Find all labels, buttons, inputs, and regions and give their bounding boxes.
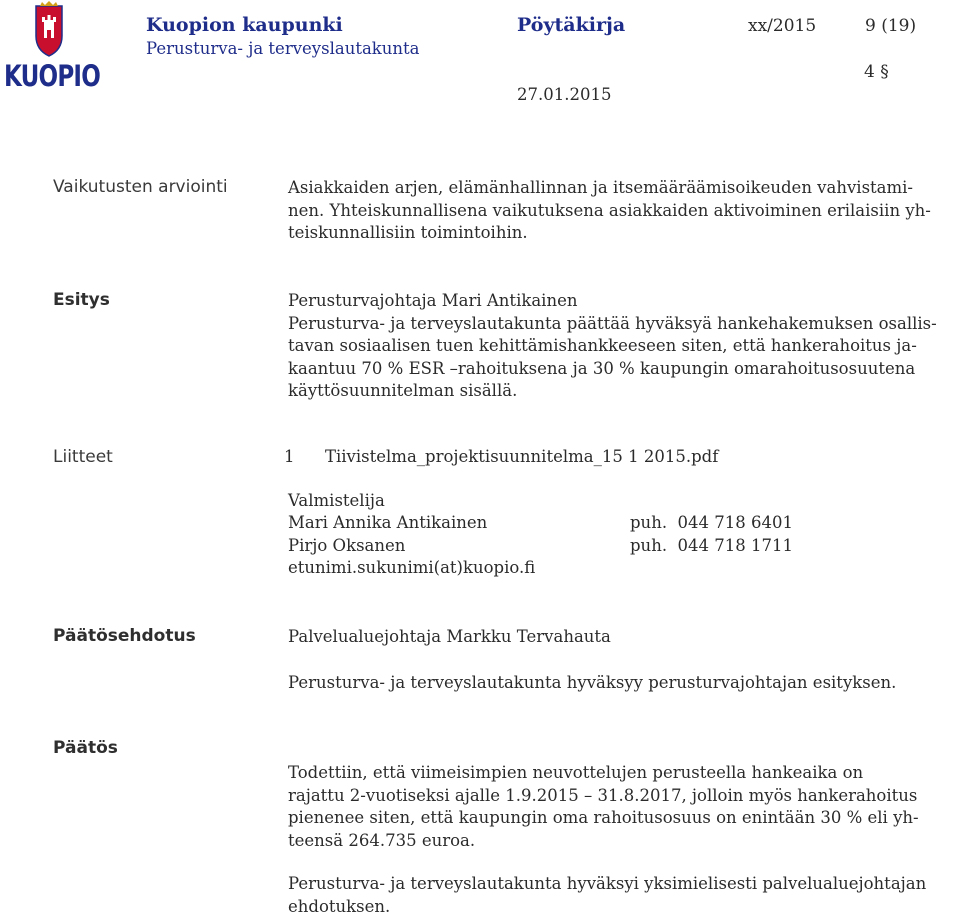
board-name: Perusturva- ja terveyslautakunta <box>146 39 420 58</box>
organization-name: Kuopion kaupunki <box>146 14 343 36</box>
preparer-block <box>288 490 385 513</box>
decision-final-text <box>288 873 926 918</box>
text-line: Perusturva- ja terveyslautakunta päättää hyväksyä hankehakemuksen osallis- <box>288 313 937 336</box>
page-number: 9 (19) <box>865 16 916 36</box>
decision-text <box>288 762 919 852</box>
impact-label: Vaikutusten arviointi <box>53 177 228 197</box>
document-number: xx/2015 <box>748 16 816 36</box>
text-line: ehdotuksen. <box>288 896 926 918</box>
text-line: Palvelualuejohtaja Markku Tervahauta <box>288 626 611 649</box>
preparer-name: Pirjo Oksanen <box>288 535 535 558</box>
preparer-phone: puh. 044 718 1711 <box>630 535 793 558</box>
text-line: teensä 264.735 euroa. <box>288 830 919 853</box>
proposal-label: Esitys <box>53 290 110 310</box>
text-line: rajattu 2-vuotiseksi ajalle 1.9.2015 – 31.8.2017, jolloin myös hankerahoitus <box>288 785 919 808</box>
attachment-number: 1 <box>284 447 295 466</box>
text-line: Asiakkaiden arjen, elämänhallinnan ja itsemääräämisoikeuden vahvistami- <box>288 177 931 200</box>
text-line: kaantuu 70 % ESR –rahoituksena ja 30 % kaupungin omarahoitusosuutena <box>288 358 937 381</box>
section-number: 4 § <box>864 62 889 82</box>
decision-proposal-text <box>288 672 896 695</box>
impact-text <box>288 177 931 245</box>
text-line: nen. Yhteiskunnallisena vaikutuksena asiakkaiden aktivoiminen erilaisiin yh- <box>288 200 931 223</box>
preparer-email[interactable]: etunimi.sukunimi(at)kuopio.fi <box>288 557 535 580</box>
text-line: teiskunnallisiin toimintoihin. <box>288 222 931 245</box>
text-line: pienenee siten, että kaupungin oma rahoitusosuus on enintään 30 % eli yh- <box>288 807 919 830</box>
preparer-names <box>288 512 535 580</box>
meeting-date: 27.01.2015 <box>517 85 611 104</box>
preparer-phone: puh. 044 718 6401 <box>630 512 793 535</box>
text-line: käyttösuunnitelman sisällä. <box>288 380 937 403</box>
logo-wordmark: KUOPIO <box>4 59 100 93</box>
attachments-label: Liitteet <box>53 447 113 467</box>
proposal-text <box>288 290 937 403</box>
preparer-name: Mari Annika Antikainen <box>288 512 535 535</box>
decision-label: Päätös <box>53 738 118 758</box>
attachment-link[interactable]: Tiivistelma_projektisuunnitelma_15 1 2015.pdf <box>325 447 718 466</box>
decision-proposal-presenter <box>288 626 611 649</box>
preparer-title: Valmistelija <box>288 490 385 513</box>
decision-proposal-label: Päätösehdotus <box>53 626 196 646</box>
text-line: Todettiin, että viimeisimpien neuvottelujen perusteella hankeaika on <box>288 762 919 785</box>
document-type: Pöytäkirja <box>517 14 625 36</box>
kuopio-logo <box>2 2 102 102</box>
preparer-phones <box>630 512 793 557</box>
text-line: Perusturva- ja terveyslautakunta hyväksyy perusturvajohtajan esityksen. <box>288 672 896 695</box>
text-line: Perusturva- ja terveyslautakunta hyväksyi yksimielisesti palvelualuejohtajan <box>288 873 926 896</box>
text-line: Perusturvajohtaja Mari Antikainen <box>288 290 937 313</box>
text-line: tavan sosiaalisen tuen kehittämishankkeeseen siten, että hankerahoitus ja- <box>288 335 937 358</box>
